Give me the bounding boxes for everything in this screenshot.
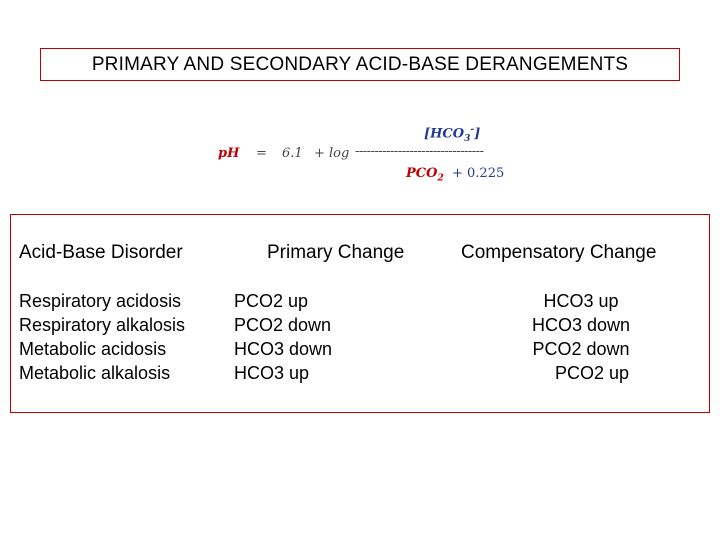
equation-numerator: $[HCO_3^-]$ (424, 125, 481, 144)
primary-column (234, 289, 332, 385)
primary-item: HCO3 up (234, 363, 310, 383)
disorder-item: Metabolic acidosis (19, 339, 167, 359)
equation-denominator: $PCO_2$ (406, 166, 444, 184)
disorder-item: Respiratory alkalosis (19, 315, 186, 335)
compensatory-item: HCO3 up (543, 291, 619, 311)
disorder-column (19, 289, 185, 385)
primary-item: PCO2 down (234, 315, 332, 335)
title-box (40, 48, 680, 81)
header-primary: Primary Change (267, 242, 405, 263)
equation-lhs: pH (218, 146, 240, 161)
compensatory-column (520, 289, 642, 385)
primary-item: HCO3 down (234, 339, 333, 359)
equation-denominator-tail: + 0.225 (452, 166, 505, 181)
page-title: PRIMARY AND SECONDARY ACID-BASE DERANGEMENTS (91, 53, 629, 75)
equation-equals: = (256, 146, 267, 161)
disorder-item: Respiratory acidosis (19, 291, 182, 311)
compensatory-item: PCO2 down (532, 339, 630, 359)
disorder-item: Metabolic alkalosis (19, 363, 171, 383)
header-compensatory: Compensatory Change (461, 242, 657, 263)
equation-log: + log (314, 146, 350, 161)
compensatory-item: PCO2 up (554, 363, 630, 383)
compensatory-item: HCO3 down (531, 315, 631, 335)
equation-constant: 6.1 (282, 146, 303, 161)
primary-item: PCO2 up (234, 291, 309, 311)
fraction-line: --------------------------------- (355, 144, 484, 159)
header-disorder: Acid-Base Disorder (19, 242, 183, 263)
